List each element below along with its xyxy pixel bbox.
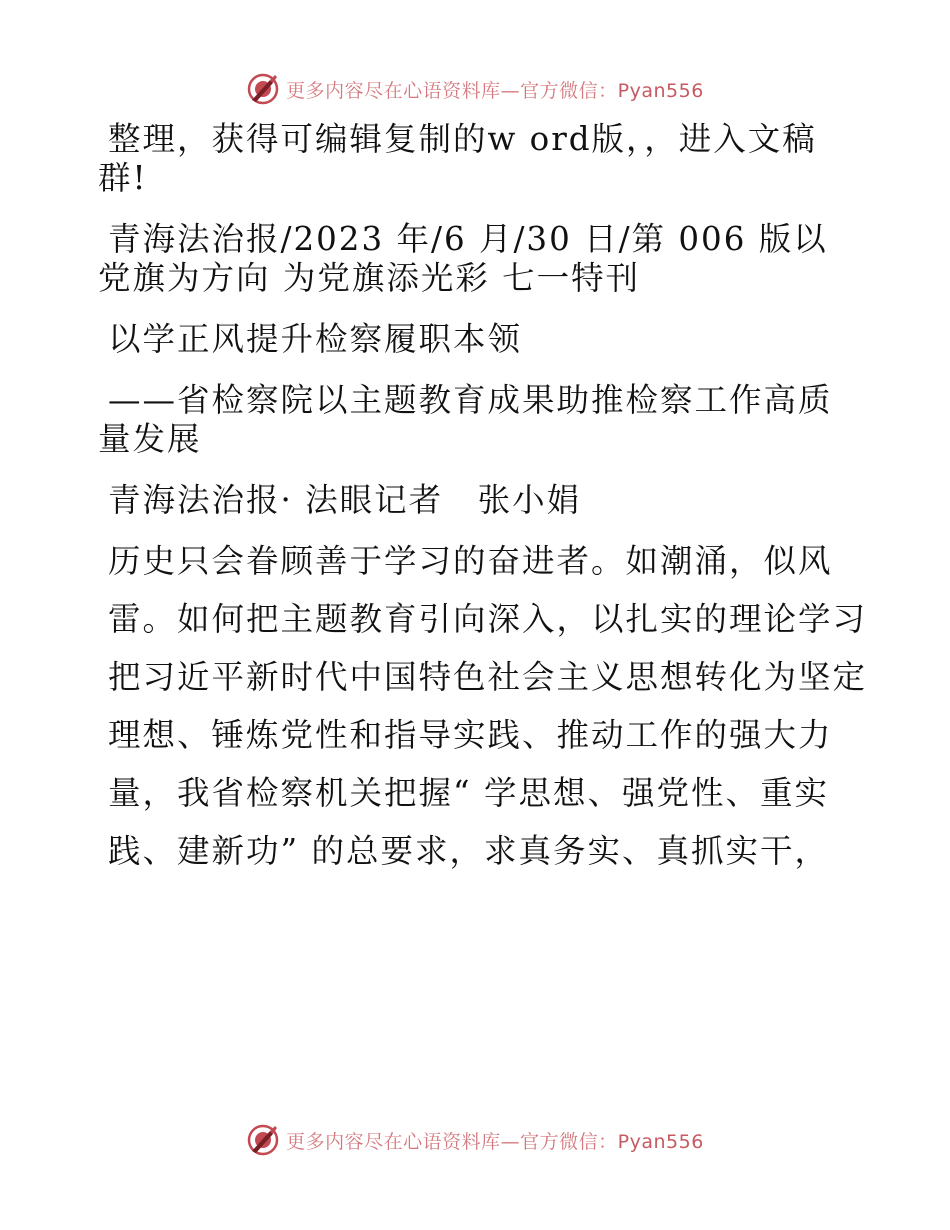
body-line: 历史只会眷顾善于学习的奋进者。如潮涌，似风 [108, 542, 833, 580]
article-subtitle: ——省检察院以主题教育成果助推检察工作高质量发展 [98, 381, 833, 458]
body-line: 把习近平新时代中国特色社会主义思想转化为坚定 [108, 658, 868, 696]
body-paragraph [98, 542, 868, 871]
quill-logo-icon [246, 1123, 280, 1157]
body-line: 理想、锤炼党性和指导实践、推动工作的强大力 [108, 716, 833, 754]
body-line: 量，我省检察机关把握“ 学思想、强党性、重实 [108, 774, 829, 812]
byline: 青海法治报· 法眼记者 张小娟 [108, 481, 582, 519]
body-line: 雷。如何把主题教育引向深入，以扎实的理论学习 [108, 600, 868, 638]
watermark-text [286, 1127, 704, 1154]
watermark-wechat-id: Pyan556 [617, 1130, 704, 1153]
source-line: 青海法治报/2023 年/6 月/30 日/第 006 版以党旗为方向 为党旗添光彩 七一特刊 [98, 220, 828, 297]
quill-logo-icon [246, 72, 280, 106]
watermark-footer [0, 1123, 950, 1157]
watermark-wechat-id: Pyan556 [617, 79, 704, 102]
article-title: 以学正风提升检察履职本领 [108, 320, 523, 358]
intro-paragraph: 整理，获得可编辑复制的w ord版，，进入文稿群! [98, 120, 817, 197]
body-line: 践、建新功” 的总要求，求真务实、真抓实干， [108, 832, 829, 870]
watermark-text [286, 76, 704, 103]
watermark-header [0, 72, 950, 106]
watermark-label: 更多内容尽在心语资料库—官方微信： [286, 79, 618, 102]
document-body [98, 120, 868, 890]
watermark-label: 更多内容尽在心语资料库—官方微信： [286, 1130, 618, 1153]
